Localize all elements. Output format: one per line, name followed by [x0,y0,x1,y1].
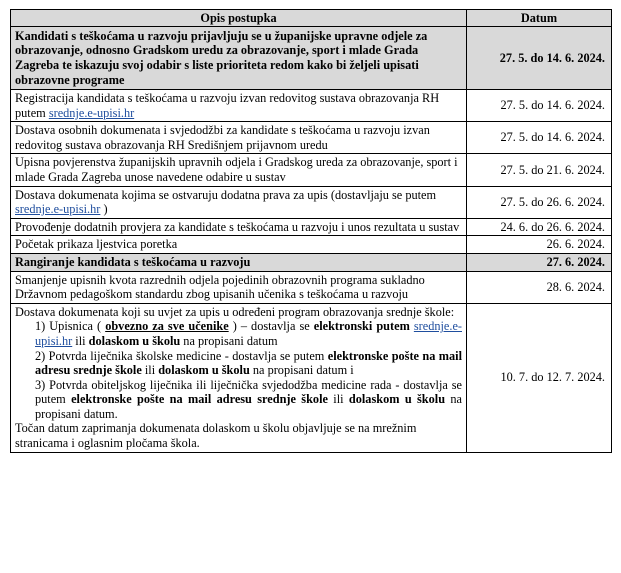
text: ili [327,392,349,407]
table-row [11,218,612,236]
table-header [11,10,612,27]
text: dolaskom u školu [158,363,250,378]
row-description: Smanjenje upisnih kvota razrednih odjela pojedinih obrazovnih programa sukladno Državnom pedagoškom standardu zbog upisanih učenika s teškoćama u razvoju [11,271,467,303]
row-description: Početak prikaza ljestvica poretka [11,236,467,254]
row-description: Rangiranje kandidata s teškoćama u razvoju [11,253,467,271]
row-date: 27. 5. do 26. 6. 2024. [467,186,612,218]
row-description [11,303,467,452]
row-date: 10. 7. do 12. 7. 2024. [467,303,612,452]
list-item [35,319,462,348]
table-row [11,271,612,303]
outro-text: Točan datum zaprimanja dokumenata dolaskom u školu objavljuje se na mrežnim stranicama i oglasnim pločama škola. [15,421,417,451]
document-list [15,319,462,421]
table-row [11,90,612,122]
intro-text: Dostava dokumenata koji su uvjet za upis u određeni program obrazovanja srednje škole: [15,304,455,319]
e-upisi-link[interactable]: srednje.e-upisi.hr [15,202,101,217]
row-date: 27. 5. do 14. 6. 2024. [467,122,612,154]
schedule-table [10,9,612,453]
text: 2) Potvrda liječnika školske medicine - dostavlja se putem [35,348,328,363]
row-description: Dostava osobnih dokumenata i svjedodžbi za kandidate s teškoćama u razvoju izvan redovitog sustava obrazovanja RH Središnjem prijavnom uredu [11,122,467,154]
row-date: 27. 6. 2024. [467,253,612,271]
row-date: 27. 5. do 21. 6. 2024. [467,154,612,186]
header-date: Datum [467,10,612,27]
text: ) – dostavlja se [228,319,314,334]
text: elektronske pošte na mail adresu srednje škole [35,348,462,378]
text: dolaskom u školu [348,392,446,407]
header-description: Opis postupka [11,10,467,27]
row-description [11,186,467,218]
row-description: Upisna povjerenstva županijskih upravnih odjela i Gradskog ureda za obrazovanje, sport i mlade Grada Zagreba unose navedene odabire u sustav [11,154,467,186]
text: na propisani datum. [35,392,463,421]
table-row [11,27,612,90]
table-row [11,236,612,254]
text: dolaskom u školu [88,333,181,348]
text: obvezno za sve učenike [105,319,229,334]
row-date: 27. 5. do 14. 6. 2024. [467,27,612,90]
row-date: 24. 6. do 26. 6. 2024. [467,218,612,236]
text: Dostava dokumenata kojima se ostvaruju dodatna prava za upis (dostavljaju se putem [15,187,437,202]
text: 3) Potvrda obiteljskog liječnika ili liječnička svjedodžba medicine rada - dostavlja se putem [35,377,462,407]
text: na propisani datum [180,333,278,348]
text: ili [141,363,159,378]
e-upisi-link[interactable]: srednje.e-upisi.hr [48,105,135,120]
text: ili [72,333,89,348]
table-row [11,303,612,452]
text: 1) Upisnica ( [35,319,106,334]
text: elektronski putem [313,319,414,334]
row-date: 28. 6. 2024. [467,271,612,303]
e-upisi-link[interactable]: srednje.e-upisi.hr [35,319,462,348]
table-row [11,186,612,218]
table-row [11,253,612,271]
table-row [11,154,612,186]
text: elektronske pošte na mail adresu srednje škole [71,392,328,407]
row-date: 26. 6. 2024. [467,236,612,254]
text: ) [100,202,108,217]
list-item [35,378,462,422]
row-description: Provođenje dodatnih provjera za kandidate s teškoćama u razvoju i unos rezultata u sustav [11,218,467,236]
row-date: 27. 5. do 14. 6. 2024. [467,90,612,122]
row-description: Kandidati s teškoćama u razvoju prijavljuju se u županijske upravne odjele za obrazovanje, odnosno Gradskom uredu za obrazovanje, sport i mlade Grada Zagreba te iskazuju svoj odabir s liste prioriteta redom kako bi željeli upisati obrazovne programe [11,27,467,90]
row-description [11,90,467,122]
table-row [11,122,612,154]
text: na propisani datum i [249,363,354,378]
text: Registracija kandidata s teškoćama u razvoju izvan redovitog sustava obrazovanja RH putem [15,91,440,120]
list-item [35,349,462,378]
